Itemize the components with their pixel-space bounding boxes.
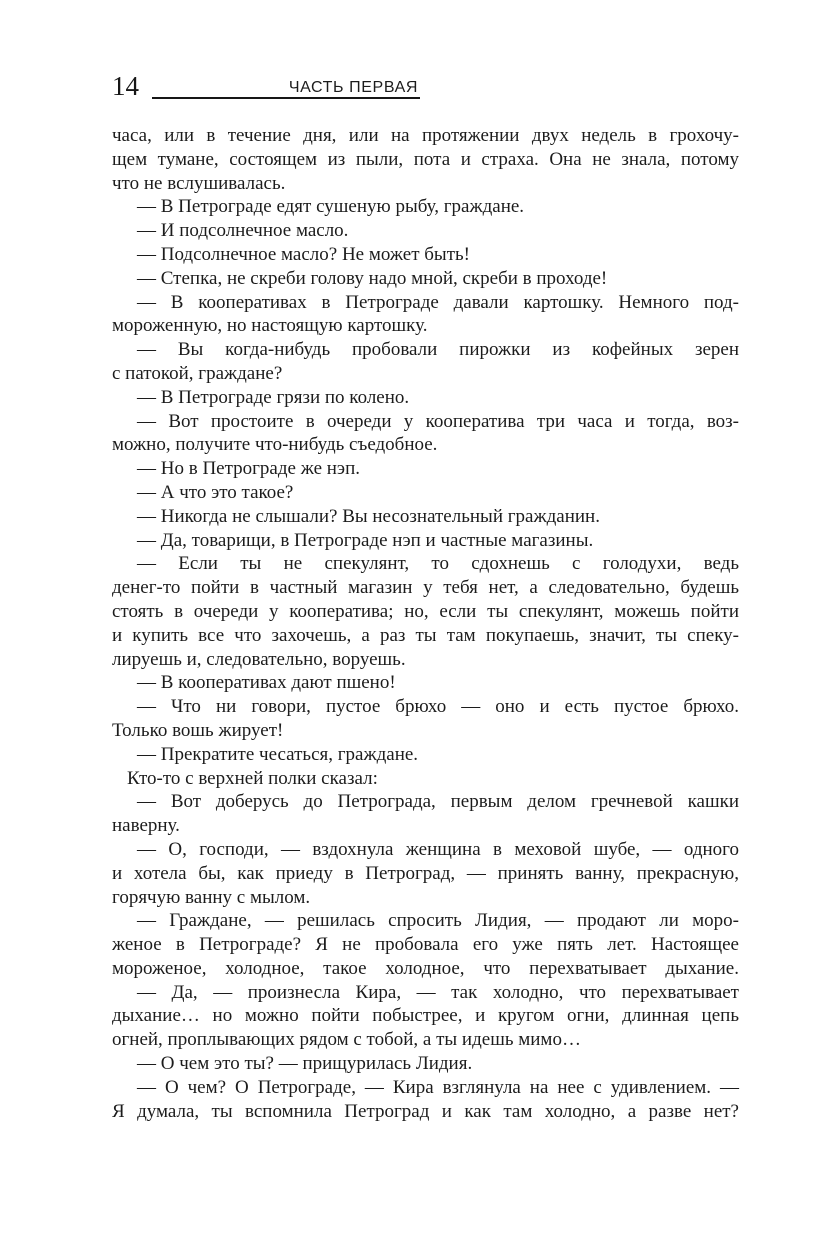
text-line: — О, господи, — вздохнула женщина в меховой шубе, — одного — [137, 838, 739, 860]
text-line: — Степка, не скреби голову надо мной, скреби в проходе! — [137, 267, 608, 289]
text-line: стоять в очереди у кооператива; но, если ты спекулянт, можешь пойти — [112, 600, 739, 622]
text-line: мороженную, но настоящую картошку. — [112, 315, 428, 337]
text-line: наверну. — [112, 815, 180, 837]
text-line: Кто-то с верхней полки сказал: — [127, 767, 378, 789]
text-line: — Прекратите чесаться, граждане. — [137, 743, 419, 765]
text-line: — Никогда не слышали? Вы несознательный гражданин. — [137, 505, 600, 527]
text-line: и купить все что захочешь, а раз ты там покупаешь, значит, ты спеку- — [112, 624, 739, 646]
text-line: щем тумане, состоящем из пыли, пота и страха. Она не знала, потому — [112, 148, 739, 170]
text-line: — Граждане, — решилась спросить Лидия, — продают ли моро- — [137, 910, 739, 932]
text-line: — Вот доберусь до Петрограда, первым делом гречневой кашки — [137, 791, 739, 813]
text-line: лируешь и, следовательно, воруешь. — [112, 648, 406, 670]
text-line: — Да, товарищи, в Петрограде нэп и частные магазины. — [137, 529, 594, 551]
text-line: горячую ванну с мылом. — [112, 886, 311, 908]
page-number: 14 — [112, 71, 139, 101]
text-line: — Вот простоите в очереди у кооператива три часа и тогда, воз- — [137, 410, 739, 432]
text-line: — Но в Петрограде же нэп. — [137, 458, 361, 480]
text-line: — Да, — произнесла Кира, — так холодно, что перехватывает — [137, 981, 739, 1003]
text-line: Только вошь жирует! — [112, 719, 284, 741]
text-line: — Что ни говори, пустое брюхо — оно и есть пустое брюхо. — [137, 696, 739, 718]
header-rule — [152, 97, 420, 99]
text-line: можно, получите что-нибудь съедобное. — [112, 434, 438, 456]
page-text — [112, 124, 739, 1123]
text-line: — В кооперативах дают пшено! — [137, 672, 396, 694]
text-line: женое в Петрограде? Я не пробовала его уже пять лет. Настоящее — [112, 934, 739, 956]
text-line: что не вслушивалась. — [112, 172, 286, 194]
text-line: часа, или в течение дня, или на протяжении двух недель в грохочу- — [112, 125, 739, 146]
text-line: — В Петрограде грязи по колено. — [137, 386, 410, 408]
text-line: — О чем это ты? — прищурилась Лидия. — [137, 1053, 473, 1075]
text-line: денег-то пойти в частный магазин у тебя нет, а следовательно, будешь — [112, 577, 739, 599]
text-line: дыхание… но можно пойти побыстрее, и кругом огни, длинная цепь — [112, 1005, 739, 1027]
text-line: мороженое, холодное, такое холодное, что перехватывает дыхание. — [112, 957, 739, 979]
text-line: Я думала, ты вспомнила Петроград и как там холодно, а разве нет? — [112, 1100, 739, 1122]
text-line: — И подсолнечное масло. — [137, 220, 349, 242]
text-line: с патокой, граждане? — [112, 362, 283, 384]
text-line: огней, проплывающих рядом с тобой, а ты идешь мимо… — [112, 1029, 581, 1051]
text-line: — О чем? О Петрограде, — Кира взглянула на нее с удивлением. — — [137, 1076, 739, 1098]
text-line: и хотела бы, как приеду в Петроград, — принять ванну, прекрасную, — [112, 862, 739, 884]
text-line: — Если ты не спекулянт, то сдохнешь с голодухи, ведь — [137, 553, 739, 575]
text-line: — А что это такое? — [137, 481, 294, 503]
running-title: ЧАСТЬ ПЕРВАЯ — [288, 79, 418, 96]
text-line: — Подсолнечное масло? Не может быть! — [137, 243, 470, 265]
text-line: — Вы когда-нибудь пробовали пирожки из кофейных зерен — [137, 339, 739, 361]
text-line: — В кооперативах в Петрограде давали картошку. Немного под- — [137, 291, 739, 313]
text-line: — В Петрограде едят сушеную рыбу, граждане. — [137, 196, 525, 218]
